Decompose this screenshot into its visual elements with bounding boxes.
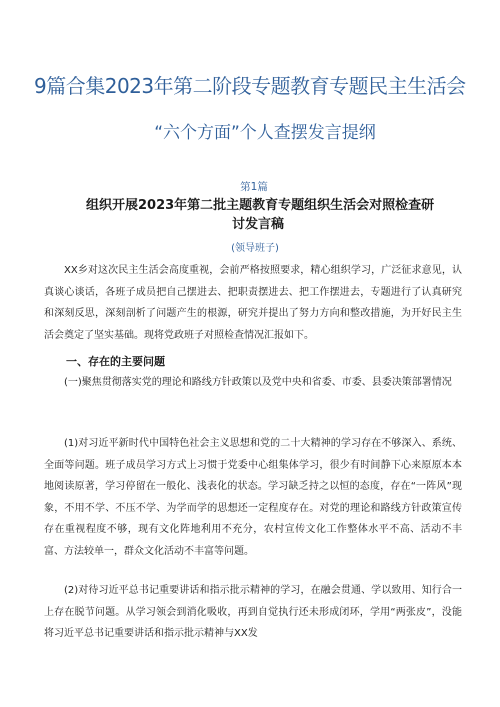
paragraph-item-2-text: (2)对待习近平总书记重要讲话和指示批示精神的学习，在融会贯通、学以致用、知行合一上存在脱节问题。从学习领会到消化吸收，再到自觉执行还未形成闭环，学用“两张皮”，没能将习近平总书记重要讲话和指示批示精神与XX发 [44,585,462,639]
part-title-line1: 组织开展2023年第二批主题教育专题组织生活会对照检查研 [86,198,435,213]
part-title [86,196,466,234]
paragraph-subsection [44,372,462,394]
paragraph-item-2 [44,580,462,645]
paragraph-intro-text: XX乡对这次民主生活会高度重视，会前严格按照要求，精心组织学习，广泛征求意见，认真谈心谈话，各班子成员把自己摆进去、把职责摆进去、把工作摆进去，专题进行了认真研究和深刻反思，深刻剖析了问题产生的根源，研究并提出了努力方向和整改措施，为开好民主生活会奠定了坚实基础。现将党政班子对照检查情况汇报如下。 [44,265,462,341]
paragraph-subsection-text: (一)聚焦贯彻落实党的理论和路线方针政策以及党中央和省委、市委、县委决策部署情况 [64,377,452,388]
paragraph-item-1 [44,433,462,562]
document-title: 9篇合集2023年第二阶段专题教育专题民主生活会 [34,74,466,98]
part-label: 第1篇 [240,181,268,193]
paragraph-item-1-text: (1)对习近平新时代中国特色社会主义思想和党的二十大精神的学习存在不够深入、系统、全面等问题。班子成员学习方式上习惯于党委中心组集体学习，很少有时间静下心来原原本本地阅读原著，学习停留在一般化、浅表化的状态。学习缺乏持之以恒的态度，存在“一阵风”现象，不用不学、不压不学、为学而学的思想还一定程度存在。对党的理论和路线方针政策宣传存在重视程度不够，现有文化阵地利用不充分，农村宣传文化工作整体水平不高、活动不丰富、方法较单一，群众文化活动不丰富等问题。 [44,438,462,557]
part-title-line2: 讨发言稿 [232,217,285,232]
paragraph-intro [44,260,462,346]
document-subtitle: “六个方面”个人查摆发言提纲 [154,123,376,143]
section-heading: 一、存在的主要问题 [66,355,165,368]
part-author: (领导班子) [231,243,279,254]
